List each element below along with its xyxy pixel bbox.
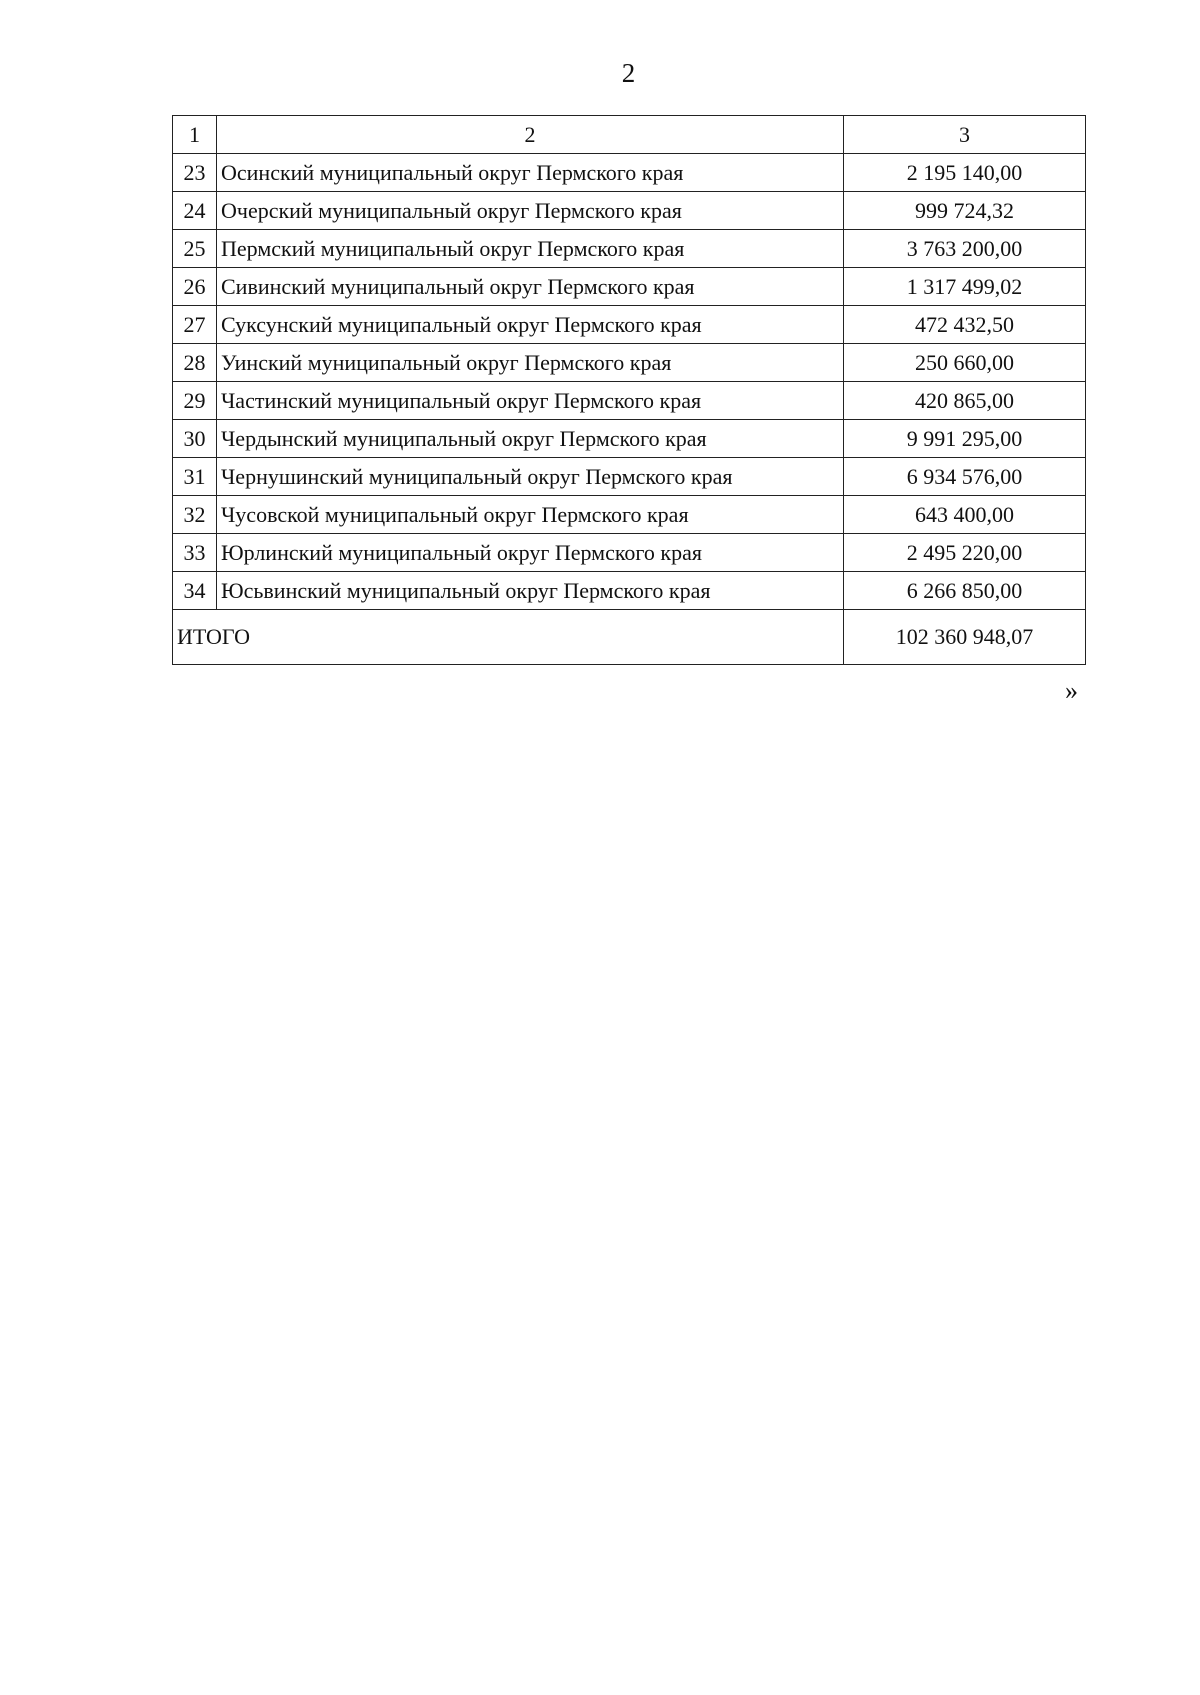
amount-cell: 999 724,32 — [844, 192, 1086, 230]
amount-cell: 1 317 499,02 — [844, 268, 1086, 306]
municipality-name-cell: Чернушинский муниципальный округ Пермского края — [217, 458, 844, 496]
municipality-name-cell: Чусовской муниципальный округ Пермского края — [217, 496, 844, 534]
row-number-cell: 26 — [173, 268, 217, 306]
row-number-cell: 31 — [173, 458, 217, 496]
municipality-name-cell: Сивинский муниципальный округ Пермского края — [217, 268, 844, 306]
amount-cell: 3 763 200,00 — [844, 230, 1086, 268]
amount-cell: 420 865,00 — [844, 382, 1086, 420]
amount-cell: 2 195 140,00 — [844, 154, 1086, 192]
table-row — [173, 268, 1086, 306]
total-label: ИТОГО — [173, 610, 844, 665]
total-row — [173, 610, 1086, 665]
total-amount: 102 360 948,07 — [844, 610, 1086, 665]
closing-quote-mark: » — [1065, 676, 1078, 705]
row-number-cell: 28 — [173, 344, 217, 382]
budget-table — [172, 115, 1086, 665]
table-row — [173, 382, 1086, 420]
row-number-cell: 30 — [173, 420, 217, 458]
row-number-cell: 32 — [173, 496, 217, 534]
municipality-name-cell: Юрлинский муниципальный округ Пермского края — [217, 534, 844, 572]
page-number: 2 — [621, 58, 636, 88]
amount-cell: 250 660,00 — [844, 344, 1086, 382]
amount-cell: 6 266 850,00 — [844, 572, 1086, 610]
row-number-cell: 27 — [173, 306, 217, 344]
table-row — [173, 344, 1086, 382]
row-number-cell: 25 — [173, 230, 217, 268]
row-number-cell: 34 — [173, 572, 217, 610]
table-row — [173, 230, 1086, 268]
municipality-name-cell: Осинский муниципальный округ Пермского края — [217, 154, 844, 192]
table-row — [173, 572, 1086, 610]
table-row — [173, 154, 1086, 192]
table-header-row — [173, 116, 1086, 154]
municipality-name-cell: Пермский муниципальный округ Пермского края — [217, 230, 844, 268]
header-cell-2: 2 — [217, 116, 844, 154]
amount-cell: 472 432,50 — [844, 306, 1086, 344]
amount-cell: 643 400,00 — [844, 496, 1086, 534]
table-row — [173, 192, 1086, 230]
row-number-cell: 29 — [173, 382, 217, 420]
table-row — [173, 534, 1086, 572]
row-number-cell: 33 — [173, 534, 217, 572]
row-number-cell: 23 — [173, 154, 217, 192]
municipality-name-cell: Юсьвинский муниципальный округ Пермского края — [217, 572, 844, 610]
header-cell-1: 1 — [173, 116, 217, 154]
header-cell-3: 3 — [844, 116, 1086, 154]
amount-cell: 2 495 220,00 — [844, 534, 1086, 572]
table-row — [173, 306, 1086, 344]
municipality-name-cell: Уинский муниципальный округ Пермского края — [217, 344, 844, 382]
amount-cell: 9 991 295,00 — [844, 420, 1086, 458]
table-row — [173, 420, 1086, 458]
municipality-name-cell: Чердынский муниципальный округ Пермского края — [217, 420, 844, 458]
row-number-cell: 24 — [173, 192, 217, 230]
municipality-name-cell: Суксунский муниципальный округ Пермского края — [217, 306, 844, 344]
table-row — [173, 496, 1086, 534]
table-row — [173, 458, 1086, 496]
municipality-name-cell: Частинский муниципальный округ Пермского края — [217, 382, 844, 420]
amount-cell: 6 934 576,00 — [844, 458, 1086, 496]
municipality-name-cell: Очерский муниципальный округ Пермского края — [217, 192, 844, 230]
